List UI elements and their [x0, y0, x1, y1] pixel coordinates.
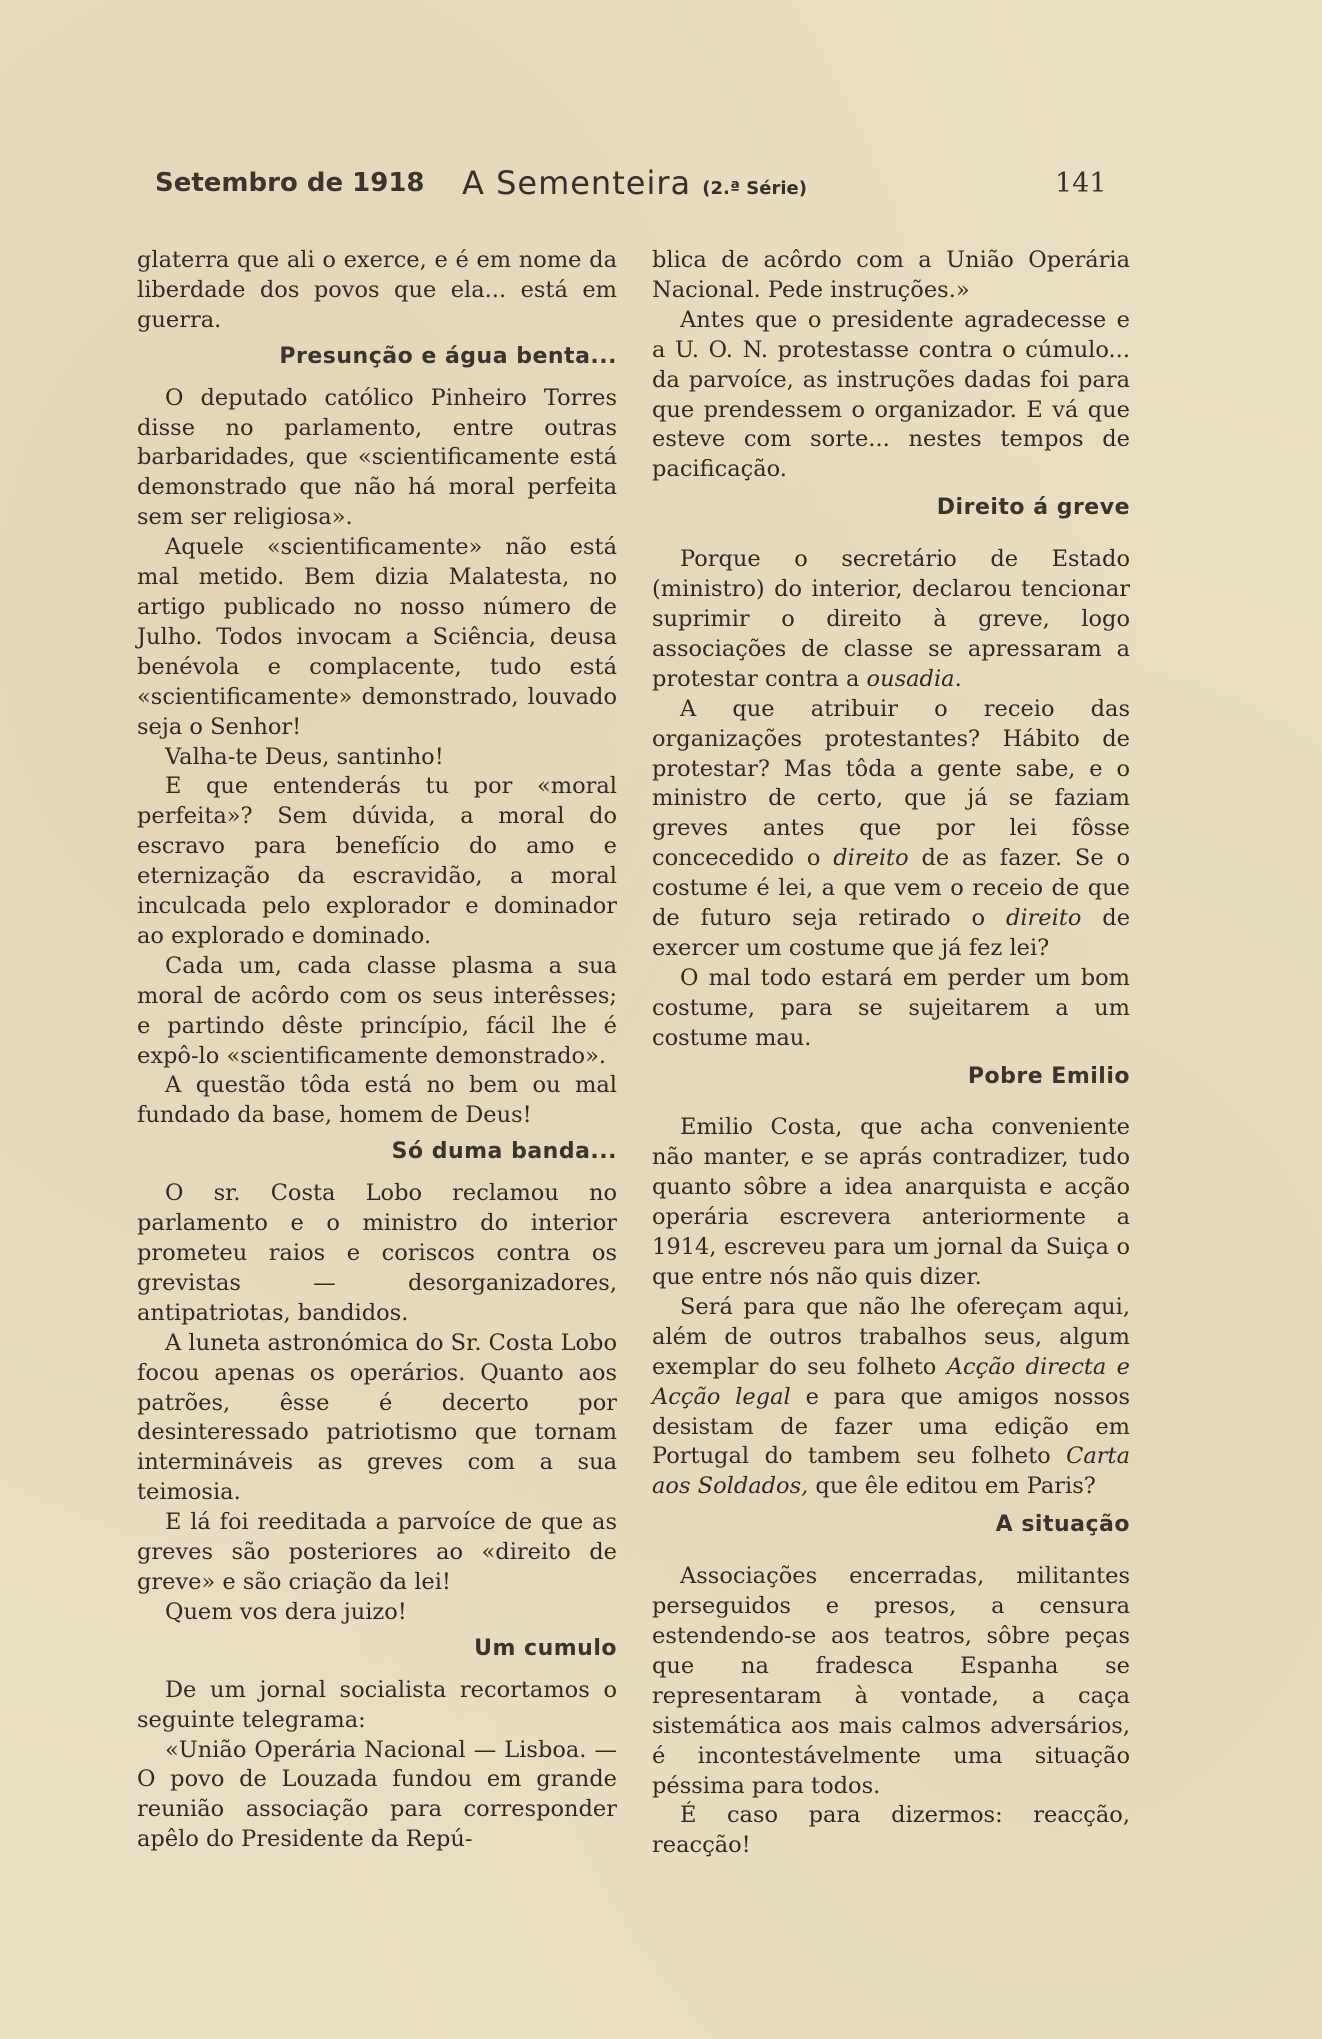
- paragraph: «União Operária Nacional — Lisboa. — O povo de Louzada fundou em grande reunião associação para corresponder apêlo do Presidente da Repú-: [137, 1736, 617, 1853]
- page-number: 141: [1055, 168, 1107, 199]
- publication-name: A Sementeira: [462, 164, 692, 202]
- section-title-pobre-emilio: Pobre Emilio: [967, 1063, 1130, 1089]
- text-run: que êle editou em Paris?: [808, 1473, 1096, 1500]
- text-run: Será para que não lhe ofereçam aqui, além de outros trabalhos seus, algum exemplar do seu folheto: [652, 1293, 1130, 1380]
- paragraph: De um jornal socialista recortamos o seguinte telegrama:: [137, 1676, 617, 1733]
- issue-date: Setembro de 1918: [155, 168, 425, 198]
- series-label: (2.ª Série): [702, 178, 807, 199]
- paragraph: E que entenderás tu por «moral perfeita»? Sem dúvida, a moral do escravo para benefício do amo e eternização da escravidão, a moral inculcada pelo explorador e dominador ao explorado e dominado.: [137, 773, 617, 949]
- paragraph: Cada um, cada classe plasma a sua moral de acôrdo com os seus interêsses; e partindo dêste princípio, fácil lhe é expô-lo «scientificamente demonstrado».: [137, 952, 617, 1069]
- left-column: [137, 246, 617, 1855]
- paragraph: O sr. Costa Lobo reclamou no parlamento e o ministro do interior prometeu raios e coriscos contra os grevistas — desorganizadores, antipatriotas, bandidos.: [137, 1180, 617, 1326]
- paragraph: Valha-te Deus, santinho!: [165, 743, 444, 770]
- text-run: A que atribuir o receio das organizações protestantes? Hábito de protestar? Mas tôda a gente sabe, e o ministro de certo, que já se faziam greves antes que por lei fôsse concecedido o: [652, 695, 1130, 872]
- italic-text: Acção directa e Acção legal: [652, 1353, 1130, 1410]
- italic-text: ousadia: [866, 665, 955, 692]
- left-intro-paragraph: glaterra que ali o exerce, e é em nome da liberdade dos povos que ela... está em guerra.: [137, 247, 617, 333]
- paragraph: [652, 695, 1130, 964]
- publication-title: [462, 164, 807, 202]
- text-run: e para que amigos nossos desistam de fazer uma edição em Portugal do tambem seu folheto: [652, 1383, 1131, 1470]
- section-title-um-cumulo: Um cumulo: [474, 1635, 617, 1661]
- paragraph: É caso para dizermos: reacção, reacção!: [652, 1802, 1130, 1859]
- paragraph: [652, 1293, 1130, 1502]
- right-column: [652, 246, 1130, 1861]
- section-title-a-situacao: A situação: [995, 1512, 1130, 1538]
- right-intro-paragraph: blica de acôrdo com a União Operária Nacional. Pede instruções.»: [652, 247, 1130, 303]
- paragraph: Antes que o presidente agradecesse e a U. O. N. protestasse contra o cúmulo... da parvoíce, as instruções dadas foi para que prendessem o organizador. E vá que esteve com sorte... nestes tempos de pacificação.: [652, 306, 1130, 483]
- paragraph: [652, 545, 1130, 695]
- paragraph: Aquele «scientificamente» não está mal metido. Bem dizia Malatesta, no artigo publicado no nosso número de Julho. Todos invocam a Sciência, deusa benévola e complacente, tudo está «scientificamente» demonstrado, louvado seja o Senhor!: [137, 534, 617, 740]
- paragraph: O deputado católico Pinheiro Torres disse no parlamento, entre outras barbaridades, que «scientificamente está demonstrado que não há moral perfeita sem ser religiosa».: [137, 384, 617, 531]
- italic-text: direito: [833, 845, 909, 872]
- page-header: [0, 164, 1322, 208]
- text-run: .: [954, 665, 962, 692]
- paragraph: O mal todo estará em perder um bom costume, para se sujeitarem a um costume mau.: [652, 964, 1130, 1051]
- text-run: Porque o secretário de Estado (ministro) do interior, declarou tencionar suprimir o direito à greve, logo associações de classe se apressaram a protestar contra a: [652, 546, 1130, 692]
- section-title-presuncao: Presunção e água benta...: [279, 343, 617, 369]
- section-title-so-duma-banda: Só duma banda...: [391, 1139, 617, 1165]
- paragraph: A questão tôda está no bem ou mal fundado da base, homem de Deus!: [137, 1072, 617, 1129]
- section-title-direito-a-greve: Direito á greve: [936, 495, 1130, 521]
- paragraph: Associações encerradas, militantes perseguidos e presos, a censura estendendo-se aos teatros, sôbre peças que na fradesca Espanha se representaram à vontade, a caça sistemática aos mais calmos adversários, é incontestávelmente uma situação péssima para todos.: [652, 1563, 1130, 1799]
- italic-text: direito: [1005, 905, 1082, 932]
- italic-text: Carta aos Soldados,: [652, 1443, 1130, 1500]
- paragraph: E lá foi reeditada a parvoíce de que as greves são posteriores ao «direito de greve» e são criação da lei!: [137, 1509, 617, 1595]
- paragraph: Quem vos dera juizo!: [165, 1598, 407, 1625]
- text-run: de exercer um costume que já fez lei?: [652, 905, 1131, 961]
- text-run: de as fazer. Se o costume é lei, a que vem o receio de que de futuro seja retirado o: [652, 845, 1130, 932]
- paragraph: A luneta astronómica do Sr. Costa Lobo focou apenas os operários. Quanto aos patrões, êsse é decerto por desinteressado patriotismo que tornam intermináveis as greves com a sua teimosia.: [137, 1329, 617, 1506]
- paragraph: Emilio Costa, que acha conveniente não manter, e se aprás contradizer, tudo quanto sôbre a idea anarquista e acção operária escrevera anteriormente a 1914, escreveu para um jornal da Suiça o que entre nós não quis dizer.: [652, 1114, 1130, 1290]
